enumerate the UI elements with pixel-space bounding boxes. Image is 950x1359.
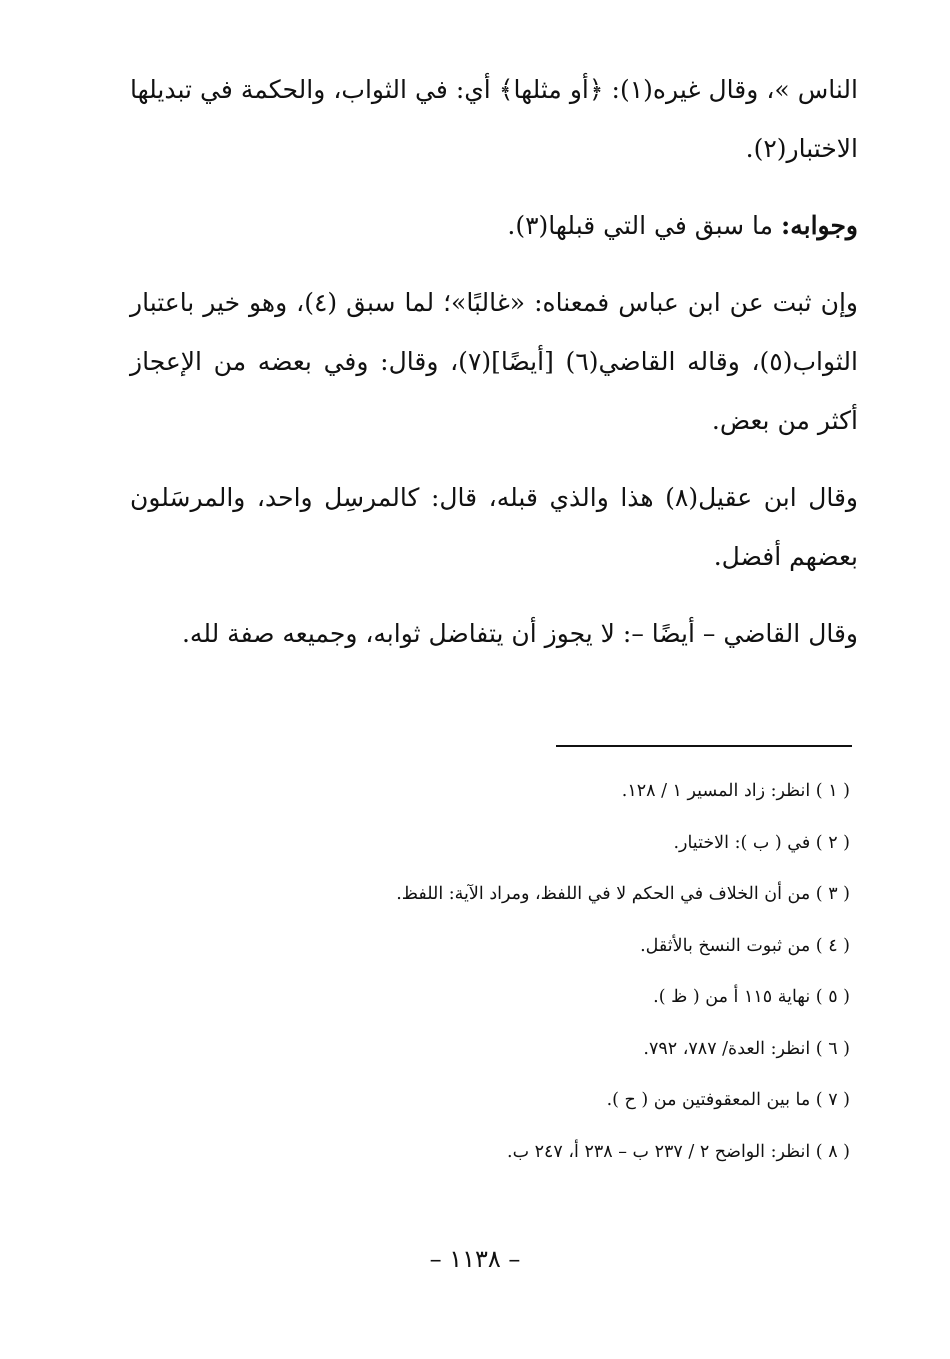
paragraph-5: وقال القاضي – أيضًا –: لا يجوز أن يتفاضل ثوابه، وجميعه صفة لله. [181, 619, 858, 648]
paragraph-1: الناس »، وقال غيره(١): ﴿أو مثلها﴾ أي: في الثواب، والحكمة في تبديلها الاختبار(٢). [130, 75, 858, 163]
footnote-7: ( ٧ ) ما بين المعقوفتين من ( ح ). [606, 1090, 850, 1110]
footnote-1: ( ١ ) انظر: زاد المسير ١ / ١٢٨. [621, 781, 850, 801]
footnote-5: ( ٥ ) نهاية ١١٥ أ من ( ظ ). [653, 987, 850, 1007]
footnotes-list [130, 766, 850, 1178]
paragraph-4: وقال ابن عقيل(٨) هذا والذي قبله، قال: كالمرسِل واحد، والمرسَلون بعضهم أفضل. [130, 483, 858, 571]
footnote-8: ( ٨ ) انظر: الواضح ٢ / ٢٣٧ ب – ٢٣٨ أ، ٢٤٧ ب. [507, 1141, 850, 1162]
answer-text: ما سبق في التي قبلها(٣). [507, 211, 782, 240]
footnote-divider [556, 745, 852, 747]
footnote-6: ( ٦ ) انظر: العدة/ ٧٨٧، ٧٩٢. [643, 1038, 850, 1059]
page-number: – ١١٣٨ – [429, 1245, 521, 1273]
main-text [130, 60, 858, 681]
footnote-2: ( ٢ ) في ( ب ): الاختيار. [673, 832, 850, 853]
answer-heading: وجوابه: [781, 211, 858, 240]
footnote-4: ( ٤ ) من ثبوت النسخ بالأثقل. [640, 935, 850, 956]
paragraph-2 [130, 196, 858, 255]
paragraph-3: وإن ثبت عن ابن عباس فمعناه: «غالبًا»؛ لما سبق (٤)، وهو خير باعتبار الثواب(٥)، وقاله القاضي(٦) [أيضًا](٧)، وقال: وفي بعضه من الإعجاز أكثر من بعض. [130, 288, 858, 435]
footnote-3: ( ٣ ) من أن الخلاف في الحكم لا في اللفظ، ومراد الآية: اللفظ. [396, 884, 850, 904]
